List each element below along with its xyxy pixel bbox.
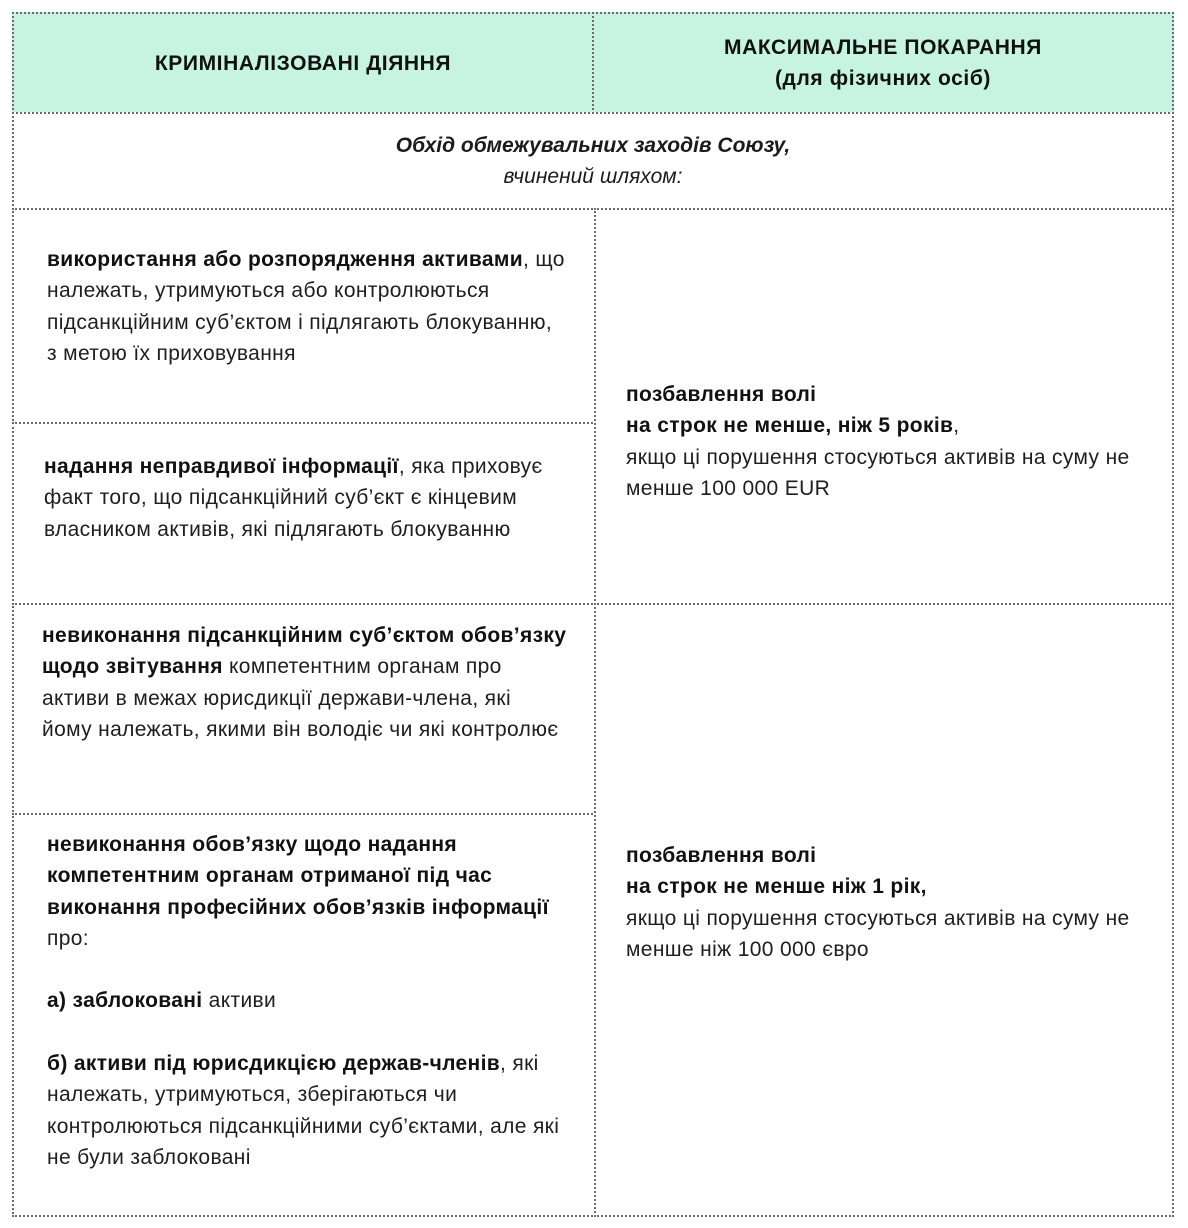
- act-cell-4: [12, 813, 596, 1217]
- act-2-rest: , яка приховує факт того, що підсанкційний суб’єкт є кінцевим власником активів, які підлягають блокуванню: [44, 455, 543, 541]
- act-cell-1: [12, 208, 596, 424]
- act-cell-3: [12, 603, 596, 815]
- intro-subtitle: вчинений шляхом:: [503, 165, 683, 188]
- penalty-cell-2: [594, 603, 1174, 1217]
- penalty-text-1: [626, 379, 1166, 504]
- header-penalty-label: МАКСИМАЛЬНЕ ПОКАРАННЯ: [724, 36, 1042, 59]
- penalty-cell-1: [594, 208, 1174, 605]
- act-2-bold: надання неправдивої інформації: [44, 455, 399, 478]
- header-cell-penalty: [592, 12, 1174, 114]
- act-4-sub-b-rest: , які належать, утримуються, зберігаються чи контролюються підсанкційними суб’єктами, але які не були заблоковані: [47, 1052, 560, 1169]
- penalty-2-line1: позбавлення волі: [626, 844, 817, 867]
- penalties-table: [12, 12, 1174, 1217]
- penalty-1-line2: на строк не менше, ніж 5 років: [626, 414, 954, 438]
- penalty-text-2: [626, 840, 1166, 965]
- header-acts-label: КРИМІНАЛІЗОВАНІ ДІЯННЯ: [154, 51, 452, 75]
- penalty-2-line2: на строк не менше ніж 1 рік,: [626, 875, 927, 899]
- penalty-1-line1: позбавлення волі: [626, 383, 817, 406]
- intro-row: [12, 112, 1174, 210]
- act-3-bold: невиконання підсанкційним суб’єктом обов’язку щодо звітування: [42, 624, 567, 679]
- act-text-2: [44, 451, 564, 545]
- act-4-sub-a-rest: активи: [202, 989, 277, 1013]
- act-1-rest: , що належать, утримуються або контролюються підсанкційним суб’єктом і підлягають блокуванню, з метою їх приховування: [47, 248, 565, 365]
- header-penalty-sublabel: (для фізичних осіб): [774, 67, 992, 90]
- penalty-2-rest: якщо ці порушення стосуються активів на суму не менше ніж 100 000 євро: [626, 906, 1130, 961]
- act-4-rest: про:: [47, 926, 89, 950]
- act-text-1: [47, 244, 567, 369]
- act-1-bold: використання або розпорядження активами: [47, 248, 524, 271]
- act-4-sub-a-bold: а) заблоковані: [47, 989, 203, 1013]
- act-text-4: [47, 829, 572, 1173]
- act-4-sub-b-bold: б) активи під юрисдикцією держав-членів: [47, 1052, 501, 1076]
- act-cell-2: [12, 422, 596, 605]
- penalty-1-rest: якщо ці порушення стосуються активів на суму не менше 100 000 EUR: [626, 445, 1130, 500]
- act-text-3: [42, 620, 567, 745]
- penalty-1-comma: ,: [953, 414, 960, 438]
- header-cell-acts: [12, 12, 594, 114]
- intro-title: Обхід обмежувальних заходів Союзу,: [395, 134, 791, 157]
- act-4-bold: невиконання обов’язку щодо надання компетентним органам отриманої під час виконання професійних обов’язків інформації: [47, 833, 549, 919]
- act-3-rest: компетентним органам про активи в межах юрисдикції держави-члена, які йому належать, якими він володіє чи які контролює: [42, 655, 559, 741]
